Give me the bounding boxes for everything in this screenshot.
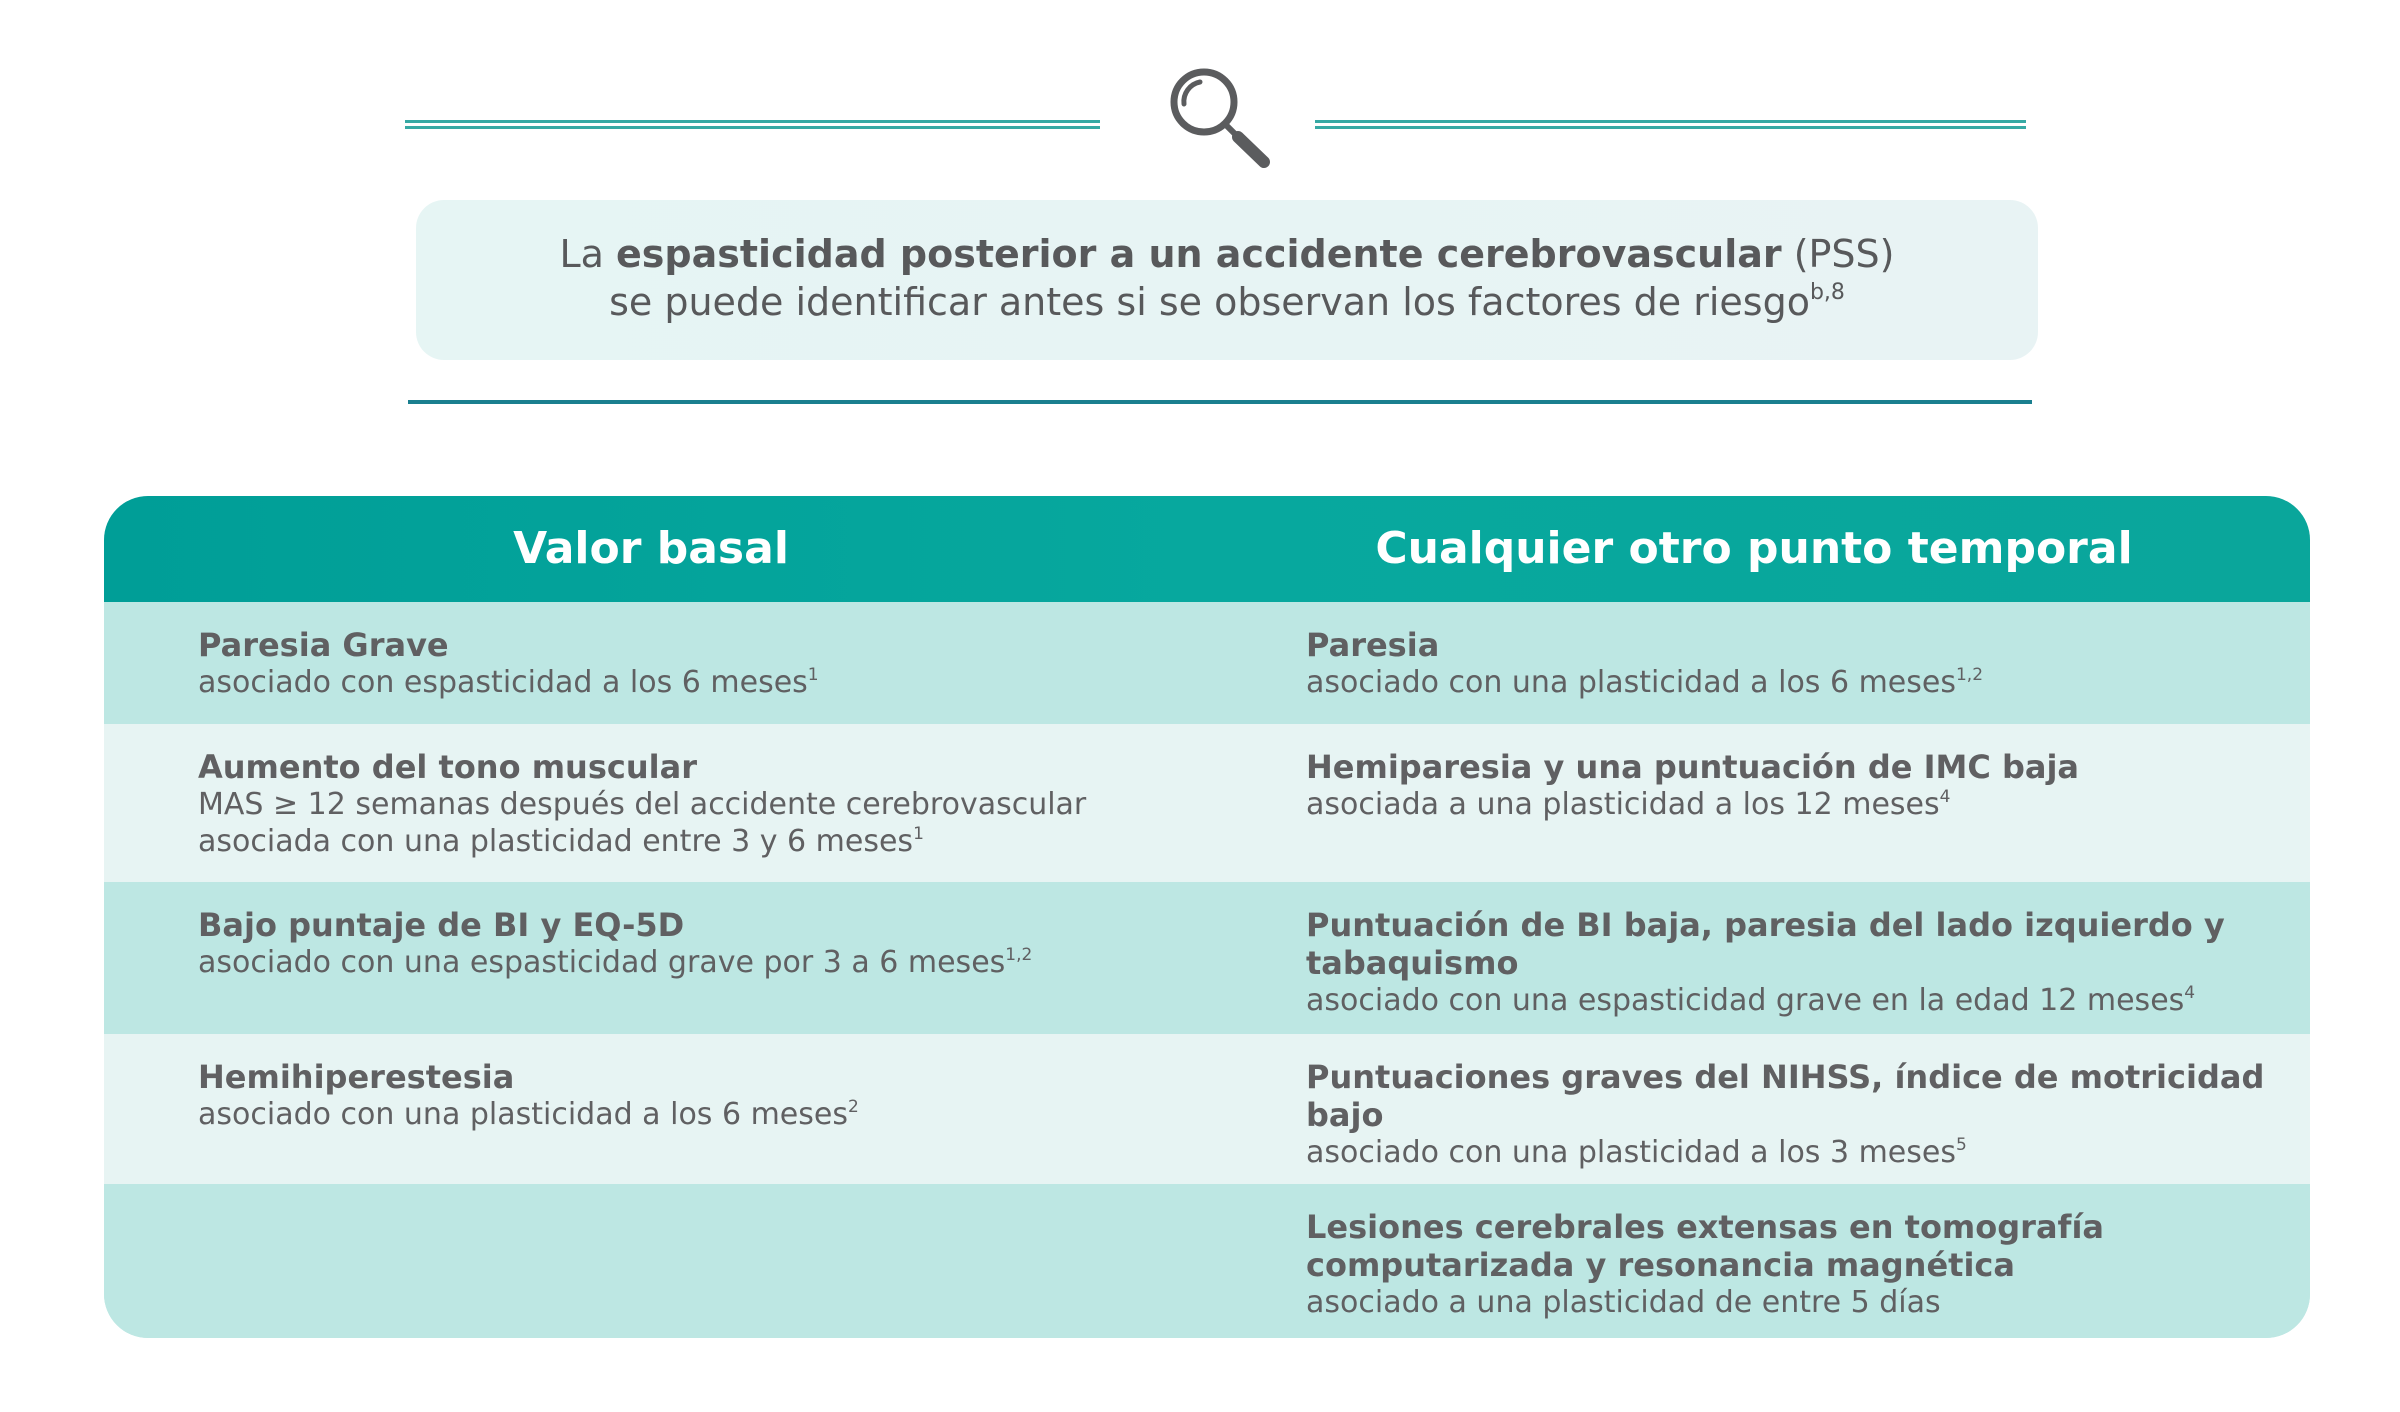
cell-title: Bajo puntaje de BI y EQ-5D xyxy=(198,906,685,944)
table-cell-baseline xyxy=(198,626,1158,701)
callout-reference-sup: b,8 xyxy=(1809,280,1845,305)
callout-line-1 xyxy=(416,230,2038,278)
table-cell-other xyxy=(1306,626,2266,701)
cell-description: asociado con espasticidad a los 6 meses$^1$ xyxy=(198,665,819,700)
cell-title: Hemihiperestesia xyxy=(198,1058,515,1096)
cell-description: asociado a una plasticidad de entre 5 días xyxy=(1306,1285,1941,1320)
table-cell-other xyxy=(1306,906,2266,1019)
table-row xyxy=(104,1034,2310,1184)
cell-description: asociado con una espasticidad grave en la edad 12 meses$^4$ xyxy=(1306,983,2196,1018)
table-row xyxy=(104,882,2310,1034)
cell-description: asociado con una plasticidad a los 3 meses$^5$ xyxy=(1306,1135,1967,1170)
header-other-timepoint: Cualquier otro punto temporal xyxy=(1375,523,2133,574)
callout-line-2-text: se puede identificar antes si se observan los factores de riesgo xyxy=(609,280,1810,324)
cell-title: Puntuaciones graves del NIHSS, índice de motricidad xyxy=(1306,1058,2265,1096)
cell-title: bajo xyxy=(1306,1096,1384,1134)
table-cell-other xyxy=(1306,748,2266,823)
magnifier-icon xyxy=(1160,60,1280,170)
table-cell-baseline xyxy=(198,748,1158,860)
callout-line-2 xyxy=(416,278,2038,326)
risk-factors-table xyxy=(104,496,2310,1338)
table-row xyxy=(104,724,2310,882)
cell-title: computarizada y resonancia magnética xyxy=(1306,1246,2015,1284)
cell-title: Lesiones cerebrales extensas en tomografía xyxy=(1306,1208,2105,1246)
header-baseline: Valor basal xyxy=(513,523,789,574)
cell-description: asociada a una plasticidad a los 12 meses$^4$ xyxy=(1306,787,1951,822)
table-cell-other xyxy=(1306,1208,2266,1321)
cell-description: asociada con una plasticidad entre 3 y 6 meses$^1$ xyxy=(198,824,924,859)
cell-title: Puntuación de BI baja, paresia del lado izquierdo y xyxy=(1306,906,2225,944)
table-cell-baseline xyxy=(198,906,1158,981)
cell-title: Hemiparesia y una puntuación de IMC baja xyxy=(1306,748,2079,786)
pss-callout-box xyxy=(416,200,2038,360)
cell-description: asociado con una plasticidad a los 6 meses$^2$ xyxy=(198,1097,859,1132)
cell-title: Aumento del tono muscular xyxy=(198,748,697,786)
table-row xyxy=(104,1184,2310,1338)
cell-title: tabaquismo xyxy=(1306,944,1519,982)
cell-title: Paresia Grave xyxy=(198,626,449,664)
cell-description: asociado con una espasticidad grave por 3 a 6 meses$^{1,2}$ xyxy=(198,945,1033,980)
table-row xyxy=(104,602,2310,724)
cell-description: MAS ≥ 12 semanas después del accidente cerebrovascular xyxy=(198,787,1087,822)
header-decorative-line-left xyxy=(405,120,1100,129)
callout-divider-rule xyxy=(408,400,2032,404)
table-cell-baseline xyxy=(198,1058,1158,1133)
table-header xyxy=(104,496,2310,602)
cell-description: asociado con una plasticidad a los 6 meses$^{1,2}$ xyxy=(1306,665,1984,700)
callout-suffix-text: (PSS) xyxy=(1781,232,1895,276)
cell-title: Paresia xyxy=(1306,626,1440,664)
callout-bold-text: espasticidad posterior a un accidente cerebrovascular xyxy=(616,232,1782,276)
header-decorative-line-right xyxy=(1315,120,2026,129)
callout-prefix-text: La xyxy=(559,232,617,276)
table-cell-other xyxy=(1306,1058,2266,1171)
